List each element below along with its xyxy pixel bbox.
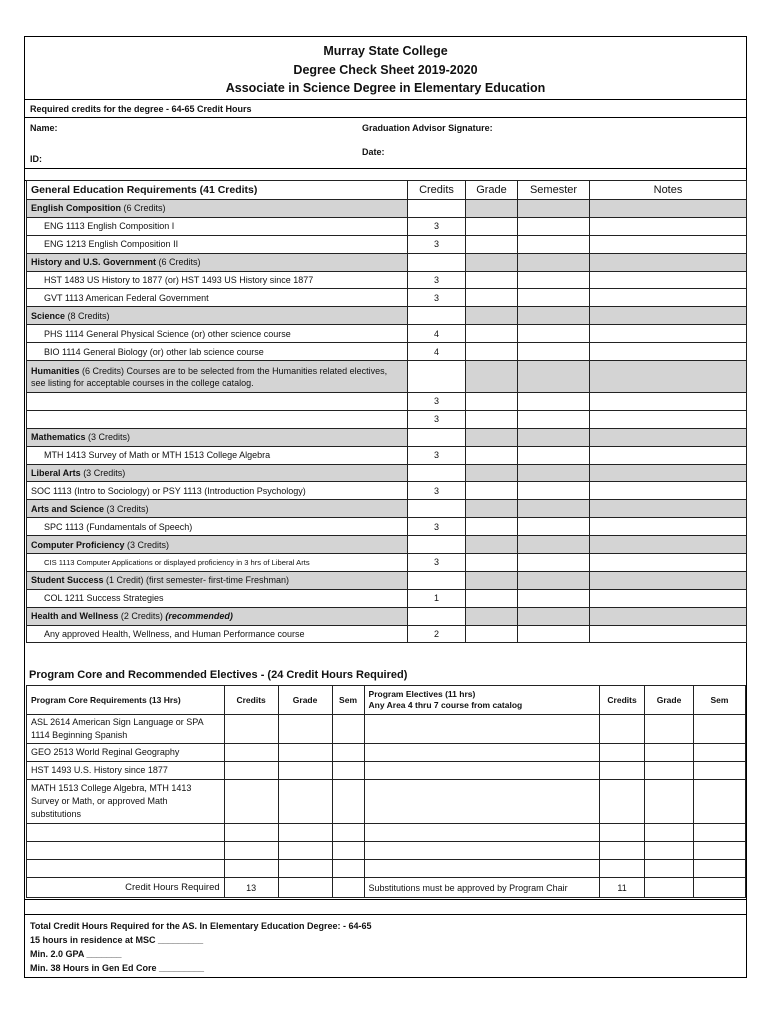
footer-gen-ed-hours: Min. 38 Hours in Gen Ed Core _________ [30, 963, 205, 973]
col-credits: Credits [408, 181, 466, 200]
section-credits-cell [408, 500, 466, 518]
section-blank-cell [590, 361, 747, 393]
section-label [27, 464, 408, 482]
section-name: Liberal Arts [31, 468, 81, 479]
section-blank-cell [466, 253, 518, 271]
section-detail: (3 Credits) [104, 503, 149, 514]
section-row [27, 464, 747, 482]
notes-cell[interactable] [590, 343, 747, 361]
section-name: Mathematics [31, 432, 86, 443]
core-sem-cell[interactable] [332, 860, 364, 878]
section-name: Student Success [31, 575, 104, 586]
elective-sem-cell[interactable] [694, 762, 746, 780]
section-blank-cell [590, 307, 747, 325]
course-row [27, 343, 747, 361]
course-row [27, 217, 747, 235]
course-name: HST 1483 US History to 1877 (or) HST 1493 US History since 1877 [27, 271, 408, 289]
elective-credits-cell[interactable] [600, 715, 645, 744]
section-credits-cell [408, 607, 466, 625]
course-name: SOC 1113 (Intro to Sociology) or PSY 1113 (Introduction Psychology) [27, 482, 408, 500]
section-blank-cell [590, 571, 747, 589]
section-detail: (2 Credits) [118, 611, 166, 622]
notes-cell[interactable] [590, 271, 747, 289]
course-row [27, 446, 747, 464]
elective-grade-cell[interactable] [645, 842, 694, 860]
advisor-signature-label: Graduation Advisor Signature: [362, 123, 493, 133]
core-sem-cell[interactable] [332, 780, 364, 824]
notes-cell[interactable] [590, 235, 747, 253]
section-credits-cell [408, 361, 466, 393]
section-label [27, 428, 408, 446]
section-blank-cell [518, 361, 590, 393]
grade-cell[interactable] [466, 446, 518, 464]
core-sem-cell[interactable] [332, 715, 364, 744]
section-blank-cell [466, 500, 518, 518]
notes-cell[interactable] [590, 589, 747, 607]
course-credits: 1 [408, 589, 466, 607]
course-row [27, 393, 747, 411]
semester-cell[interactable] [518, 289, 590, 307]
notes-cell[interactable] [590, 554, 747, 572]
elective-credits-cell[interactable] [600, 842, 645, 860]
notes-cell[interactable] [590, 625, 747, 643]
section-credits-cell [408, 253, 466, 271]
notes-cell[interactable] [590, 325, 747, 343]
section-credits-cell [408, 464, 466, 482]
course-credits: 2 [408, 625, 466, 643]
course-credits: 3 [408, 446, 466, 464]
elective-sem-cell[interactable] [694, 860, 746, 878]
elective-col-sem: Sem [694, 686, 746, 715]
grade-cell[interactable] [466, 343, 518, 361]
section-label [27, 500, 408, 518]
grade-cell[interactable] [466, 410, 518, 428]
core-credit-total: 13 [224, 878, 278, 898]
section-blank-cell [518, 307, 590, 325]
course-name: MTH 1413 Survey of Math or MTH 1513 College Algebra [27, 446, 408, 464]
col-notes: Notes [590, 181, 747, 200]
elective-course-cell[interactable] [364, 744, 600, 762]
course-row [27, 325, 747, 343]
notes-cell[interactable] [590, 410, 747, 428]
elective-grade-cell[interactable] [645, 824, 694, 842]
course-name: SPC 1113 (Fundamentals of Speech) [27, 518, 408, 536]
core-credits-cell[interactable] [224, 762, 278, 780]
section-blank-cell [466, 536, 518, 554]
course-row [27, 235, 747, 253]
section-row [27, 361, 747, 393]
section-label [27, 536, 408, 554]
section-row [27, 428, 747, 446]
elective-course-cell[interactable] [364, 715, 600, 744]
section-blank-cell [590, 536, 747, 554]
col-semester: Semester [518, 181, 590, 200]
semester-cell[interactable] [518, 393, 590, 411]
section-detail: (3 Credits) [80, 468, 126, 479]
section-blank-cell [518, 536, 590, 554]
course-name: PHS 1114 General Physical Science (or) other science course [27, 325, 408, 343]
semester-cell[interactable] [518, 343, 590, 361]
core-credits-cell[interactable] [224, 780, 278, 824]
course-credits: 3 [408, 217, 466, 235]
core-course: GEO 2513 World Reginal Geography [27, 744, 225, 762]
core-col-sem: Sem [332, 686, 364, 715]
elective-credits-cell[interactable] [600, 762, 645, 780]
course-name [27, 393, 408, 411]
section-credits-cell [408, 307, 466, 325]
program-table [26, 685, 746, 898]
course-credits: 3 [408, 554, 466, 572]
notes-cell[interactable] [590, 482, 747, 500]
credit-hours-row [27, 878, 746, 898]
gen-ed-table [26, 180, 747, 643]
elective-col-credits: Credits [600, 686, 645, 715]
core-header: Program Core Requirements (13 Hrs) [27, 686, 225, 715]
section-row [27, 253, 747, 271]
section-blank-cell [466, 307, 518, 325]
elective-grade-cell[interactable] [645, 744, 694, 762]
notes-cell[interactable] [590, 446, 747, 464]
section-blank-cell [590, 253, 747, 271]
course-row [27, 410, 747, 428]
grade-cell[interactable] [466, 589, 518, 607]
core-course [27, 824, 225, 842]
grade-cell[interactable] [466, 625, 518, 643]
core-sem-cell[interactable] [332, 744, 364, 762]
section-credits-cell [408, 200, 466, 218]
blank-cell [332, 878, 364, 898]
notes-cell[interactable] [590, 393, 747, 411]
grade-cell[interactable] [466, 217, 518, 235]
course-credits: 3 [408, 393, 466, 411]
program-header-row [27, 686, 746, 715]
course-credits: 3 [408, 518, 466, 536]
section-blank-cell [518, 464, 590, 482]
section-blank-cell [518, 571, 590, 589]
sheet-header [25, 37, 746, 101]
elective-sem-cell[interactable] [694, 715, 746, 744]
notes-cell[interactable] [590, 217, 747, 235]
id-label: ID: [30, 154, 42, 164]
semester-cell[interactable] [518, 589, 590, 607]
core-course [27, 842, 225, 860]
elective-grade-cell[interactable] [645, 762, 694, 780]
section-row [27, 307, 747, 325]
section-blank-cell [518, 607, 590, 625]
course-credits: 3 [408, 289, 466, 307]
semester-cell[interactable] [518, 235, 590, 253]
elective-grade-cell[interactable] [645, 715, 694, 744]
course-row [27, 271, 747, 289]
core-sem-cell[interactable] [332, 824, 364, 842]
section-detail: (6 Credits) [156, 257, 201, 268]
program-title: Program Core and Recommended Electives - (24 Credit Hours Required) [29, 669, 408, 681]
section-label [27, 607, 408, 625]
section-detail: (3 Credits) [124, 539, 170, 550]
section-label [27, 361, 408, 393]
core-credits-cell[interactable] [224, 715, 278, 744]
section-blank-cell [518, 428, 590, 446]
program-row [27, 715, 746, 744]
section-blank-cell [518, 253, 590, 271]
footer-residence: 15 hours in residence at MSC _________ [30, 935, 204, 945]
core-grade-cell[interactable] [278, 762, 332, 780]
footer-requirements [30, 919, 372, 975]
program-row [27, 842, 746, 860]
elective-course-cell[interactable] [364, 780, 600, 824]
core-credits-cell[interactable] [224, 860, 278, 878]
section-detail: (6 Credits) Courses are to be selected from the Humanities related electives, see listing for acceptable courses in the college catalog. [31, 365, 388, 388]
course-row [27, 554, 747, 572]
core-credits-cell[interactable] [224, 744, 278, 762]
course-row [27, 625, 747, 643]
section-row [27, 200, 747, 218]
core-course: ASL 2614 American Sign Language or SPA 1114 Beginning Spanish [27, 715, 225, 744]
section-row [27, 536, 747, 554]
core-grade-cell[interactable] [278, 715, 332, 744]
section-blank-cell [466, 571, 518, 589]
name-label: Name: [30, 123, 58, 133]
degree-title: Associate in Science Degree in Elementary Education [225, 81, 546, 95]
credit-hours-label: Credit Hours Required [27, 878, 225, 898]
col-grade: Grade [466, 181, 518, 200]
blank-cell [278, 878, 332, 898]
elective-sem-cell[interactable] [694, 842, 746, 860]
grade-cell[interactable] [466, 554, 518, 572]
section-blank-cell [466, 464, 518, 482]
program-row [27, 824, 746, 842]
date-label: Date: [362, 147, 385, 157]
section-blank-cell [518, 500, 590, 518]
course-row [27, 289, 747, 307]
grade-cell[interactable] [466, 393, 518, 411]
section-detail: (1 Credit) (first semester- first-time Freshman) [103, 575, 290, 586]
section-name: English Composition [31, 203, 121, 214]
section-credits-cell [408, 536, 466, 554]
semester-cell[interactable] [518, 518, 590, 536]
grade-cell[interactable] [466, 271, 518, 289]
elective-sem-cell[interactable] [694, 780, 746, 824]
elective-course-cell[interactable] [364, 860, 600, 878]
gen-ed-title: General Education Requirements (41 Credits) [27, 181, 408, 200]
section-label [27, 307, 408, 325]
semester-cell[interactable] [518, 554, 590, 572]
section-note: (recommended) [165, 611, 233, 622]
grade-cell[interactable] [466, 235, 518, 253]
semester-cell[interactable] [518, 217, 590, 235]
required-credits: Required credits for the degree - 64-65 Credit Hours [30, 104, 252, 114]
semester-cell[interactable] [518, 482, 590, 500]
grade-cell[interactable] [466, 518, 518, 536]
electives-header [364, 686, 600, 715]
footer-total: Total Credit Hours Required for the AS. In Elementary Education Degree: - 64-65 [30, 921, 372, 931]
elective-sem-cell[interactable] [694, 744, 746, 762]
section-blank-cell [466, 200, 518, 218]
section-detail: (8 Credits) [65, 310, 110, 321]
section-detail: (6 Credits) [121, 203, 166, 214]
gen-ed-header-row [27, 181, 747, 200]
course-row [27, 482, 747, 500]
semester-cell[interactable] [518, 625, 590, 643]
course-name: CIS 1113 Computer Applications or displayed proficiency in 3 hrs of Liberal Arts [27, 554, 408, 572]
program-row [27, 860, 746, 878]
elective-sem-cell[interactable] [694, 824, 746, 842]
course-credits: 3 [408, 482, 466, 500]
grade-cell[interactable] [466, 325, 518, 343]
course-credits: 3 [408, 271, 466, 289]
core-col-credits: Credits [224, 686, 278, 715]
section-name: Health and Wellness [31, 611, 119, 622]
program-row [27, 780, 746, 824]
grade-cell[interactable] [466, 289, 518, 307]
core-grade-cell[interactable] [278, 744, 332, 762]
substitution-note: Substitutions must be approved by Program Chair [364, 878, 600, 898]
section-name: History and U.S. Government [31, 257, 157, 268]
course-name: GVT 1113 American Federal Government [27, 289, 408, 307]
semester-cell[interactable] [518, 410, 590, 428]
section-blank-cell [590, 607, 747, 625]
program-row [27, 744, 746, 762]
semester-cell[interactable] [518, 446, 590, 464]
section-name: Science [31, 310, 66, 321]
program-row [27, 762, 746, 780]
electives-header-line2: Any Area 4 thru 7 course from catalog [368, 700, 523, 710]
course-credits: 3 [408, 410, 466, 428]
section-blank-cell [590, 464, 747, 482]
section-label [27, 253, 408, 271]
core-credits-cell[interactable] [224, 824, 278, 842]
course-name: ENG 1113 English Composition I [27, 217, 408, 235]
elective-course-cell[interactable] [364, 762, 600, 780]
course-name: Any approved Health, Wellness, and Human Performance course [27, 625, 408, 643]
degree-check-sheet [24, 36, 747, 978]
section-label [27, 200, 408, 218]
elective-course-cell[interactable] [364, 842, 600, 860]
section-credits-cell [408, 428, 466, 446]
section-blank-cell [466, 607, 518, 625]
section-detail: (3 Credits) [85, 432, 131, 443]
section-blank-cell [590, 200, 747, 218]
elective-col-grade: Grade [645, 686, 694, 715]
section-blank-cell [590, 428, 747, 446]
elective-grade-cell[interactable] [645, 780, 694, 824]
elective-grade-cell[interactable] [645, 860, 694, 878]
section-blank-cell [466, 361, 518, 393]
course-credits: 4 [408, 343, 466, 361]
elective-credit-total: 11 [600, 878, 645, 898]
course-name: BIO 1114 General Biology (or) other lab science course [27, 343, 408, 361]
elective-credits-cell[interactable] [600, 780, 645, 824]
core-grade-cell[interactable] [278, 824, 332, 842]
semester-cell[interactable] [518, 325, 590, 343]
elective-credits-cell[interactable] [600, 744, 645, 762]
section-blank-cell [590, 500, 747, 518]
semester-cell[interactable] [518, 271, 590, 289]
section-row [27, 607, 747, 625]
core-course [27, 860, 225, 878]
course-name: COL 1211 Success Strategies [27, 589, 408, 607]
section-name: Computer Proficiency [31, 539, 125, 550]
course-row [27, 589, 747, 607]
course-row [27, 518, 747, 536]
sheet-year-title: Degree Check Sheet 2019-2020 [293, 62, 478, 77]
section-blank-cell [518, 200, 590, 218]
course-name [27, 410, 408, 428]
section-label [27, 571, 408, 589]
core-grade-cell[interactable] [278, 780, 332, 824]
core-credits-cell[interactable] [224, 842, 278, 860]
college-name: Murray State College [323, 44, 448, 58]
section-row [27, 500, 747, 518]
footer-gpa: Min. 2.0 GPA _______ [30, 949, 122, 959]
elective-credits-cell[interactable] [600, 824, 645, 842]
blank-cell [645, 878, 694, 898]
electives-header-line1: Program Electives (11 hrs) [368, 689, 476, 699]
section-row [27, 571, 747, 589]
elective-course-cell[interactable] [364, 824, 600, 842]
grade-cell[interactable] [466, 482, 518, 500]
blank-cell [694, 878, 746, 898]
course-credits: 4 [408, 325, 466, 343]
core-grade-cell[interactable] [278, 860, 332, 878]
core-sem-cell[interactable] [332, 762, 364, 780]
core-grade-cell[interactable] [278, 842, 332, 860]
notes-cell[interactable] [590, 518, 747, 536]
section-credits-cell [408, 571, 466, 589]
core-course: MATH 1513 College Algebra, MTH 1413 Survey or Math, or approved Math substitutions [27, 780, 225, 824]
course-name: ENG 1213 English Composition II [27, 235, 408, 253]
section-blank-cell [466, 428, 518, 446]
core-col-grade: Grade [278, 686, 332, 715]
section-name: Arts and Science [31, 503, 105, 514]
core-course: HST 1493 U.S. History since 1877 [27, 762, 225, 780]
notes-cell[interactable] [590, 289, 747, 307]
core-sem-cell[interactable] [332, 842, 364, 860]
elective-credits-cell[interactable] [600, 860, 645, 878]
section-name: Humanities [31, 365, 80, 376]
course-credits: 3 [408, 235, 466, 253]
